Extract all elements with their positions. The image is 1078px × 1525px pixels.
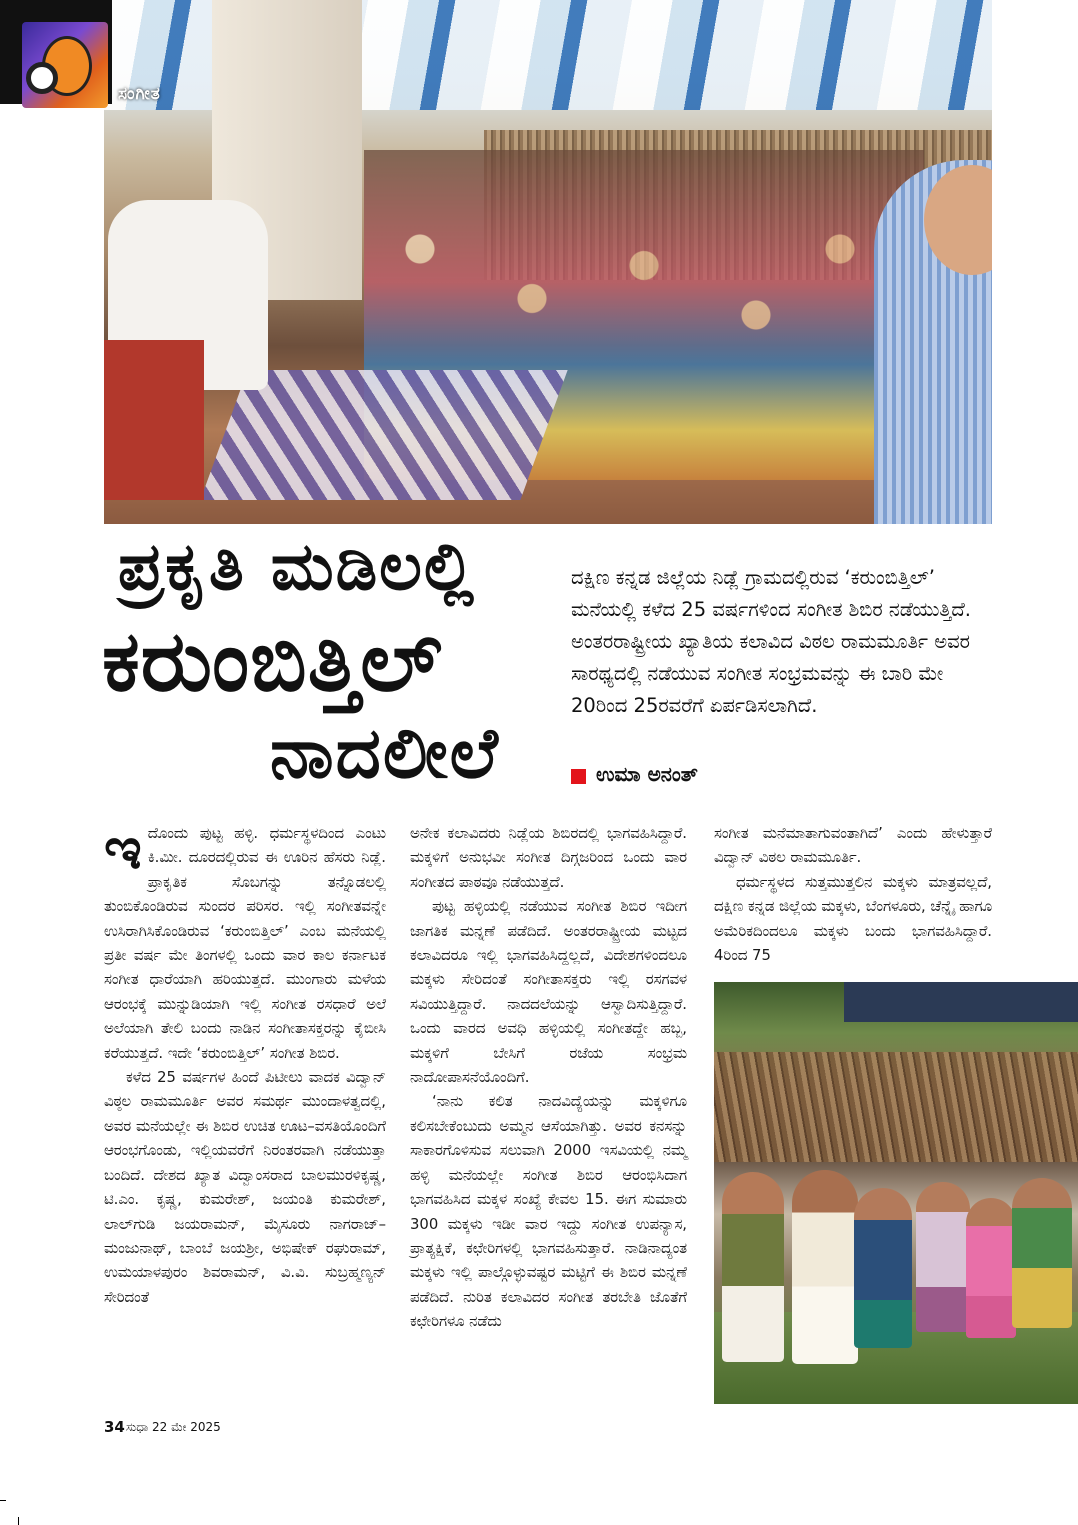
body-paragraph: ಕಳೆದ 25 ವರ್ಷಗಳ ಹಿಂದೆ ಪಿಟೀಲು ವಾದಕ ವಿದ್ವಾನ್ ವಿಠ್ಠಲ ರಾಮಮೂರ್ತಿ ಅವರ ಸಮರ್ಥ ಮುಂದಾಳತ್ವದಲ್ಲಿ, ಅವರ ಮನೆಯಲ್ಲೇ ಈ ಶಿಬಿರ ಉಚಿತ ಊಟ–ವಸತಿಯೊಂದಿಗೆ ಆರಂಭಗೊಂಡು, ಇಲ್ಲಿಯವರೆಗೆ ನಿರಂತರವಾಗಿ ನಡೆಯುತ್ತಾ ಬಂದಿದೆ. ದೇಶದ ಖ್ಯಾತ ವಿದ್ವಾಂಸರಾದ ಬಾಲಮುರಳಿಕೃಷ್ಣ, ಟಿ.ಎಂ. ಕೃಷ್ಣ, ಕುಮರೇಶ್, ಜಯಂತಿ ಕುಮರೇಶ್, ಲಾಲ್‌ಗುಡಿ ಜಯರಾಮನ್, ಮೈಸೂರು ನಾಗರಾಜ್–ಮಂಜುನಾಥ್, ಬಾಂಬೆ ಜಯಶ್ರೀ, ಅಭಿಷೇಕ್ ರಘುರಾಮ್, ಉಮಯಾಳಪುರಂ ಶಿವರಾಮನ್, ವಿ.ವಿ. ಸುಬ್ರಹ್ಮಣ್ಯನ್ ಸೇರಿದಂತೆ [104, 1069, 386, 1306]
group-photo [714, 982, 1078, 1404]
section-badge [0, 0, 112, 104]
body-paragraph: ಧರ್ಮಸ್ಥಳದ ಸುತ್ತಮುತ್ತಲಿನ ಮಕ್ಕಳು ಮಾತ್ರವಲ್ಲದೆ, ದಕ್ಷಿಣ ಕನ್ನಡ ಜಿಲ್ಲೆಯ ಮಕ್ಕಳು, ಬೆಂಗಳೂರು, ಚೆನ್ನೈ ಹಾಗೂ ಅಮೆರಿಕದಿಂದಲೂ ಮಕ್ಕಳು ಬಂದು ಭಾಗವಹಿಸಿದ್ದಾರೆ. 4ರಿಂದ 75 [714, 873, 993, 965]
body-paragraph: ಅನೇಕ ಕಲಾವಿದರು ನಿಡ್ಲೆಯ ಶಿಬಿರದಲ್ಲಿ ಭಾಗವಹಿಸಿದ್ದಾರೆ. ಮಕ್ಕಳಿಗೆ ಅನುಭವೀ ಸಂಗೀತ ದಿಗ್ಗಜರಿಂದ ಒಂದು ವಾರ ಸಂಗೀತದ ಪಾಠವೂ ನಡೆಯುತ್ತದೆ. [410, 825, 687, 891]
body-column-3 [714, 822, 992, 968]
hero-photo [104, 0, 992, 524]
section-label: ಸಂಗೀತ [118, 84, 161, 104]
stacked-firewood [714, 1052, 1078, 1162]
body-column-1 [104, 814, 386, 1310]
person-figure [1012, 1178, 1072, 1328]
body-paragraph [104, 814, 386, 1066]
headline-line-2: ಕರುಂಬಿತ್ತಿಲ್ [102, 612, 443, 710]
body-paragraph: ಪುಟ್ಟ ಹಳ್ಳಿಯಲ್ಲಿ ನಡೆಯುವ ಸಂಗೀತ ಶಿಬಿರ ಇದೀಗ ಜಾಗತಿಕ ಮನ್ನಣೆ ಪಡೆದಿದೆ. ಅಂತರರಾಷ್ಟ್ರೀಯ ಮಟ್ಟದ ಕಲಾವಿದರೂ ಇಲ್ಲಿ ಭಾಗವಹಿಸಿದ್ದಲ್ಲದೆ, ವಿದೇಶಗಳಿಂದಲೂ ಮಕ್ಕಳು ಸೇರಿದಂತೆ ಸಂಗೀತಾಸಕ್ತರು ಇಲ್ಲಿ ರಸಗವಳ ಸವಿಯುತ್ತಿದ್ದಾರೆ. ನಾದದಲೆಯನ್ನು ಆಸ್ವಾದಿಸುತ್ತಿದ್ದಾರೆ. ಒಂದು ವಾರದ ಅವಧಿ ಹಳ್ಳಿಯಲ್ಲಿ ಸಂಗೀತದ್ದೇ ಹಬ್ಬ, ಮಕ್ಕಳಿಗೆ ಬೇಸಿಗೆ ರಜೆಯ ಸಂಭ್ರಮ ನಾದೋಪಾಸನೆಯೊಂದಿಗೆ. [410, 898, 687, 1087]
shed-roof [844, 982, 1078, 1022]
crop-mark [18, 1517, 19, 1525]
crop-mark [0, 1500, 6, 1501]
person-figure [854, 1188, 912, 1348]
headline-line-3: ನಾದಲೀಲೆ [270, 712, 500, 794]
person-figure [722, 1172, 784, 1362]
page-number: 34 [104, 1418, 125, 1436]
lead-paragraph: ದಕ್ಷಿಣ ಕನ್ನಡ ಜಿಲ್ಲೆಯ ನಿಡ್ಲೆ ಗ್ರಾಮದಲ್ಲಿರುವ ‘ಕರುಂಬಿತ್ತಿಲ್’ ಮನೆಯಲ್ಲಿ ಕಳೆದ 25 ವರ್ಷಗಳಿಂದ ಸಂಗೀತ ಶಿಬಿರ ನಡೆಯುತ್ತಿದೆ. ಅಂತರರಾಷ್ಟ್ರೀಯ ಖ್ಯಾತಿಯ ಕಲಾವಿದ ವಿಠಲ ರಾಮಮೂರ್ತಿ ಅವರ ಸಾರಥ್ಯದಲ್ಲಿ ನಡೆಯುವ ಸಂಗೀತ ಸಂಭ್ರಮವನ್ನು ಈ ಬಾರಿ ಮೇ 20ರಿಂದ 25ರವರೆಗೆ ಏರ್ಪಡಿಸಲಾಗಿದೆ. [571, 566, 971, 717]
body-column-2 [410, 822, 687, 1335]
person-figure [966, 1198, 1016, 1338]
issue-info: ಸುಧಾ 22 ಮೇ 2025 [126, 1420, 221, 1434]
body-paragraph: ಸಂಗೀತ ಮನೆಮಾತಾಗುವಂತಾಗಿದೆ’ ಎಂದು ಹೇಳುತ್ತಾರೆ ವಿದ್ವಾನ್ ವಿಠಲ ರಾಮಮೂರ್ತಿ. [714, 825, 992, 867]
headline-line-1: ಪ್ರಕೃತಿ ಮಡಿಲಲ್ಲಿ [118, 528, 476, 605]
byline: ಉಮಾ ಅನಂತ್ [596, 762, 698, 786]
disc-icon [26, 62, 58, 94]
paragraph-text: ದೊಂದು ಪುಟ್ಟ ಹಳ್ಳಿ. ಧರ್ಮಸ್ಥಳದಿಂದ ಎಂಟು ಕಿ.ಮೀ. ದೂರದಲ್ಲಿರುವ ಈ ಊರಿನ ಹೆಸರು ನಿಡ್ಲೆ. ಪ್ರಾಕೃತಿಕ ಸೊಬಗನ್ನು ತನ್ನೊಡಲಲ್ಲಿ ತುಂಬಿಕೊಂಡಿರುವ ಸುಂದರ ಪರಿಸರ. ಇಲ್ಲಿ ಸಂಗೀತವನ್ನೇ ಉಸಿರಾಗಿಸಿಕೊಂಡಿರುವ ‘ಕರುಂಬಿತ್ತಿಲ್’ ಎಂಬ ಮನೆಯಲ್ಲಿ ಪ್ರತೀ ವರ್ಷ ಮೇ ತಿಂಗಳಲ್ಲಿ ಒಂದು ವಾರ ಕಾಲ ಕರ್ನಾಟಕ ಸಂಗೀತ ಧಾರೆಯಾಗಿ ಹರಿಯುತ್ತದೆ. ಮುಂಗಾರು ಮಳೆಯ ಆರಂಭಕ್ಕೆ ಮುನ್ನುಡಿಯಾಗಿ ಇಲ್ಲಿ ಸಂಗೀತ ರಸಧಾರೆ ಅಲೆ ಅಲೆಯಾಗಿ ತೇಲಿ ಬಂದು ನಾಡಿನ ಸಂಗೀತಾಸಕ್ತರನ್ನು ಕೈಬೀಸಿ ಕರೆಯುತ್ತದೆ. ಇದೇ ‘ಕರುಂಬಿತ್ತಿಲ್’ ಸಂಗೀತ ಶಿಬಿರ. [104, 825, 386, 1062]
red-cloth [104, 340, 204, 500]
byline-marker [571, 769, 586, 784]
person-figure [916, 1182, 970, 1332]
body-paragraph: ‘ನಾನು ಕಲಿತ ನಾದವಿದ್ಯೆಯನ್ನು ಮಕ್ಕಳಿಗೂ ಕಲಿಸಬೇಕೆಂಬುದು ಅಮ್ಮನ ಆಸೆಯಾಗಿತ್ತು. ಅವರ ಕನಸನ್ನು ಸಾಕಾರಗೊಳಿಸುವ ಸಲುವಾಗಿ 2000 ಇಸವಿಯಲ್ಲಿ ನಮ್ಮ ಹಳ್ಳಿ ಮನೆಯಲ್ಲೇ ಸಂಗೀತ ಶಿಬಿರ ಆರಂಭಿಸಿದಾಗ ಭಾಗವಹಿಸಿದ ಮಕ್ಕಳ ಸಂಖ್ಯೆ ಕೇವಲ 15. ಈಗ ಸುಮಾರು 300 ಮಕ್ಕಳು ಇಡೀ ವಾರ ಇದ್ದು ಸಂಗೀತ ಉಪನ್ಯಾಸ, ಪ್ರಾತ್ಯಕ್ಷಿಕೆ, ಕಛೇರಿಗಳಲ್ಲಿ ಭಾಗವಹಿಸುತ್ತಾರೆ. ನಾಡಿನಾದ್ಯಂತ ಮಕ್ಕಳು ಇಲ್ಲಿ ಪಾಲ್ಗೊಳ್ಳುವಷ್ಟರ ಮಟ್ಟಿಗೆ ಈ ಶಿಬಿರ ಮನ್ನಣೆ ಪಡೆದಿದೆ. ನುರಿತ ಕಲಾವಿದರ ಸಂಗೀತ ತರಬೇತಿ ಜೊತೆಗೆ ಕಛೇರಿಗಳೂ ನಡೆದು [410, 1093, 687, 1331]
drop-cap: ಇ [104, 814, 142, 882]
person-figure [792, 1170, 858, 1364]
